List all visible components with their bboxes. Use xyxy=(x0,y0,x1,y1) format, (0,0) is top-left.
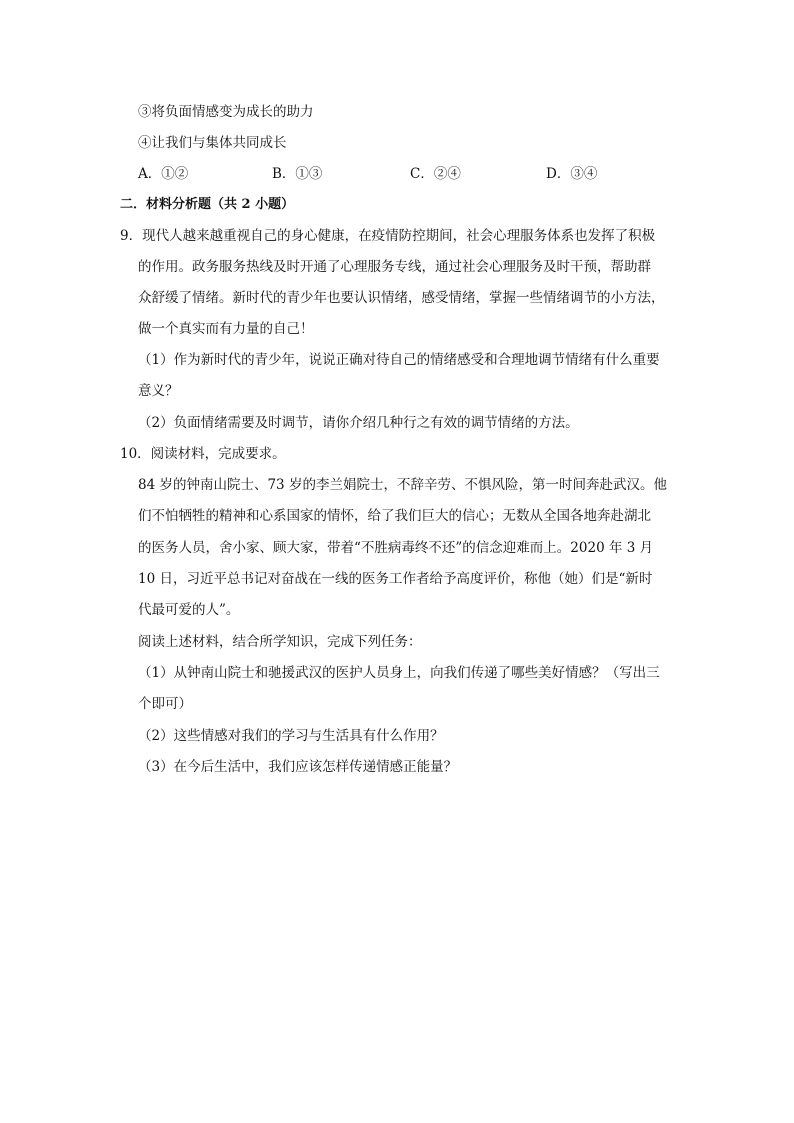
q8-item-4: ④让我们与集体共同成长 xyxy=(138,135,287,151)
q8-options xyxy=(138,164,698,184)
q10-subquestion-1: （1）从钟南山院士和驰援武汉的医护人员身上，向我们传递了哪些美好情感？（写出三 xyxy=(138,665,660,681)
q10-material-line: 84 岁的钟南山院士、73 岁的李兰娟院士，不辞辛劳、不惧风险，第一时间奔赴武汉。他 xyxy=(138,477,667,493)
q10-instruction: 阅读上述材料，结合所学知识，完成下列任务： xyxy=(138,634,422,650)
q10-material-line: 10 日，习近平总书记对奋战在一线的医务工作者给予高度评价，称他（她）们是“新时 xyxy=(138,571,653,587)
option-c[interactable]: C．②④ xyxy=(410,166,461,182)
q9-line: 众舒缓了情绪。新时代的青少年也要认识情绪，感受情绪，掌握一些情绪调节的小方法， xyxy=(138,290,665,306)
section-title: 二．材料分析题（共 2 小题） xyxy=(120,197,295,212)
q10-material-line: 的医务人员，舍小家、顾大家，带着“不胜病毒终不还”的信念迎难而上。2020 年 3 月 xyxy=(138,540,654,556)
option-a[interactable]: A．①② xyxy=(138,166,189,182)
q10-material-line: 们不怕牺牲的精神和心系国家的情怀，给了我们巨大的信心；无数从全国各地奔赴湖北 xyxy=(138,508,651,524)
q10-material-line: 代最可爱的人”。 xyxy=(138,602,240,618)
option-b[interactable]: B．①③ xyxy=(272,166,323,182)
q9-subquestion-2: （2）负面情绪需要及时调节，请你介绍几种行之有效的调节情绪的方法。 xyxy=(138,415,579,431)
q9-line: 做一个真实而有力量的自己！ xyxy=(138,321,314,337)
q8-item-3: ③将负面情感变为成长的助力 xyxy=(138,104,314,120)
q9-line: 9．现代人越来越重视自己的身心健康，在疫情防控期间，社会心理服务体系也发挥了积极 xyxy=(120,228,656,244)
q10-heading: 10．阅读材料，完成要求。 xyxy=(120,446,286,462)
q9-subquestion-1: （1）作为新时代的青少年，说说正确对待自己的情绪感受和合理地调节情绪有什么重要 xyxy=(138,352,660,368)
q10-subquestion-3: （3）在今后生活中，我们应该怎样传递情感正能量？ xyxy=(138,759,458,775)
q10-subquestion-2: （2）这些情感对我们的学习与生活具有什么作用？ xyxy=(138,728,444,744)
q9-line: 的作用。政务服务热线及时开通了心理服务专线，通过社会心理服务及时干预，帮助群 xyxy=(138,259,651,275)
q9-subquestion-1-cont: 意义？ xyxy=(138,383,179,399)
q10-subquestion-1-cont: 个即可） xyxy=(138,696,192,712)
option-d[interactable]: D．③④ xyxy=(546,166,598,182)
